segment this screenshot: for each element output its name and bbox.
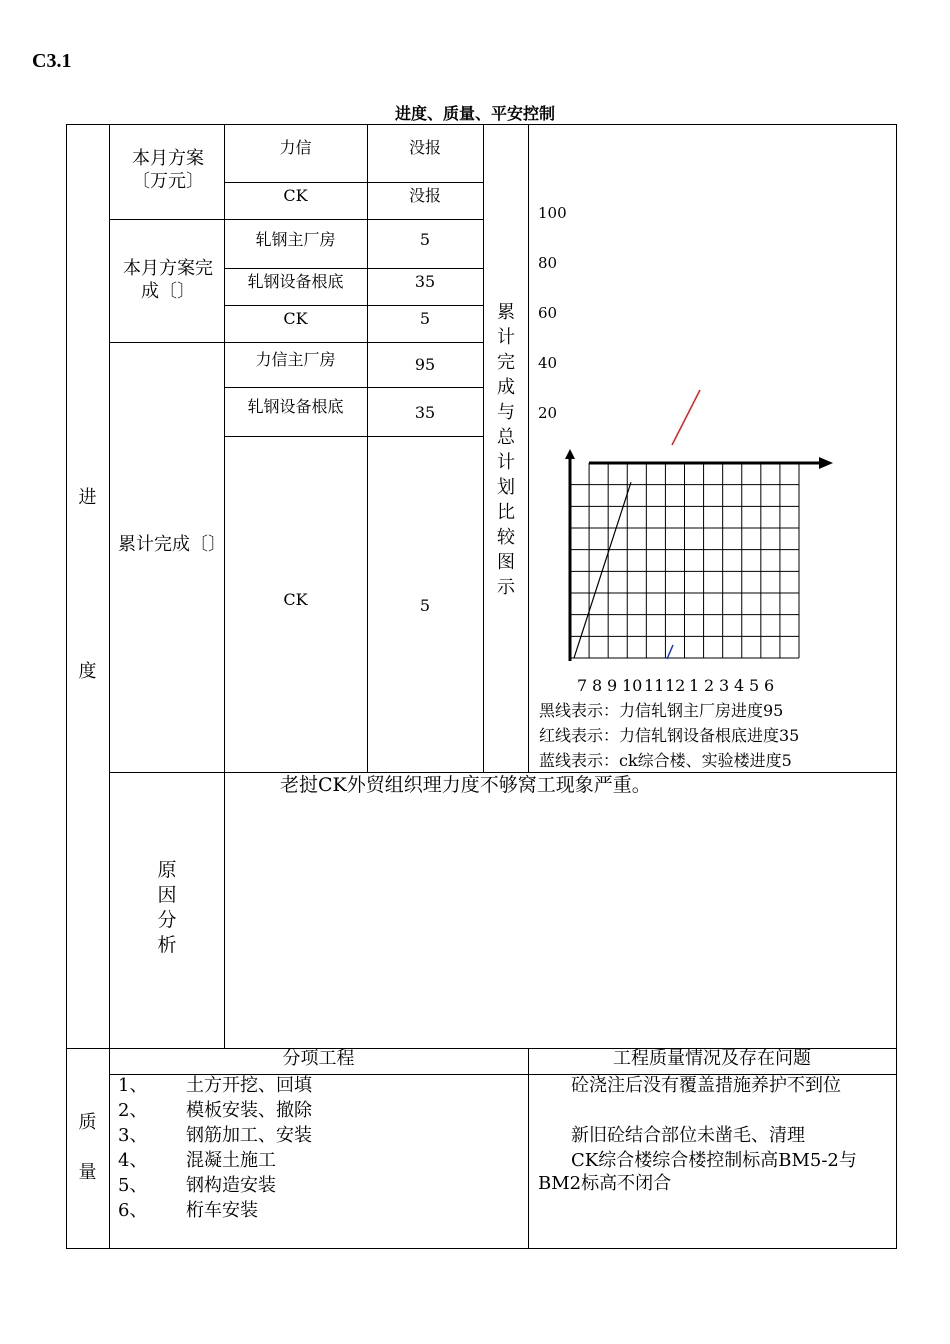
series-line-black xyxy=(574,482,631,658)
quality-side-label-bottom: 量 xyxy=(78,1162,97,1183)
y-tick-label: 20 xyxy=(538,404,558,422)
x-tick-label: 3 xyxy=(719,676,730,695)
quality-item xyxy=(118,1175,276,1198)
monthly-done-value-3: 5 xyxy=(419,309,431,328)
quality-item xyxy=(118,1200,258,1223)
quality-item-text: 桁车安装 xyxy=(186,1200,258,1221)
quality-item-text: 土方开挖、回填 xyxy=(186,1075,312,1096)
document-title: 进度、质量、平安控制 xyxy=(394,104,555,123)
x-tick-label: 4 xyxy=(734,676,745,695)
document-code: C3.1 xyxy=(32,50,72,72)
monthly-plan-name-2: CK xyxy=(283,186,308,205)
quality-item xyxy=(118,1150,276,1173)
quality-item-text: 混凝土施工 xyxy=(186,1150,276,1171)
quality-item-number: 4、 xyxy=(118,1150,148,1171)
legend-entry: 黑线表示：力信轧钢主厂房进度95 xyxy=(539,701,784,720)
legend-entry: 红线表示：力信轧钢设备根底进度35 xyxy=(539,726,800,745)
monthly-plan-label: 本月方案〔万元〕 xyxy=(132,148,204,192)
monthly-plan-name-1: 力信 xyxy=(279,138,312,157)
quality-issue-2: 新旧砼结合部位未凿毛、清理 xyxy=(571,1125,805,1146)
quality-item xyxy=(118,1075,312,1098)
series-line-blue xyxy=(667,645,673,659)
monthly-done-name-2: 轧钢设备根底 xyxy=(247,272,344,291)
quality-item xyxy=(118,1100,312,1123)
x-tick-label: 5 xyxy=(749,676,760,695)
cumulative-value-1: 95 xyxy=(414,355,436,374)
monthly-done-value-1: 5 xyxy=(419,230,431,249)
quality-item-number: 1、 xyxy=(118,1075,148,1096)
cumulative-value-3: 5 xyxy=(419,596,431,615)
cumulative-value-2: 35 xyxy=(414,403,436,422)
progress-side-label-bottom: 度 xyxy=(78,661,97,682)
cumulative-name-3: CK xyxy=(283,590,308,609)
quality-col2-header: 工程质量情况及存在问题 xyxy=(613,1048,811,1069)
monthly-done-label: 本月方案完成〔〕 xyxy=(123,258,213,302)
x-tick-label: 8 xyxy=(592,676,603,695)
x-tick-label: 1 xyxy=(689,676,700,695)
x-tick-label: 2 xyxy=(704,676,715,695)
x-tick-label: 7 xyxy=(577,676,588,695)
monthly-done-name-1: 轧钢主厂房 xyxy=(255,230,336,249)
series-line-red xyxy=(672,390,700,445)
y-axis-arrow xyxy=(565,449,575,459)
cause-label: 原因分析 xyxy=(157,859,177,956)
progress-side-label-top: 进 xyxy=(78,487,97,508)
x-tick-label: 12 xyxy=(665,676,686,695)
x-axis-arrow xyxy=(819,457,833,469)
quality-item-number: 3、 xyxy=(118,1125,148,1146)
cause-text: 老挝CK外贸组织理力度不够窝工现象严重。 xyxy=(280,774,651,796)
quality-item-number: 6、 xyxy=(118,1200,148,1221)
x-tick-label: 6 xyxy=(764,676,775,695)
x-tick-label: 10 xyxy=(622,676,643,695)
legend-entry: 蓝线表示：ck综合楼、实验楼进度5 xyxy=(539,751,792,770)
x-tick-label: 9 xyxy=(607,676,618,695)
quality-side-label-top: 质 xyxy=(78,1112,97,1133)
cumulative-name-2: 轧钢设备根底 xyxy=(247,397,344,416)
progress-chart xyxy=(529,125,895,771)
quality-item-text: 模板安装、撤除 xyxy=(186,1100,312,1121)
quality-issue-3: CK综合楼综合楼控制标高BM5-2与BM2标高不闭合 xyxy=(538,1150,857,1194)
quality-item-number: 2、 xyxy=(118,1100,148,1121)
y-tick-label: 60 xyxy=(538,304,558,322)
y-tick-label: 80 xyxy=(538,254,558,272)
cumulative-name-1: 力信主厂房 xyxy=(255,350,336,369)
quality-item-number: 5、 xyxy=(118,1175,148,1196)
monthly-done-name-3: CK xyxy=(283,309,308,328)
quality-col1-header: 分项工程 xyxy=(282,1048,355,1069)
monthly-plan-value-1: 没报 xyxy=(408,138,441,157)
x-tick-label: 11 xyxy=(644,676,665,695)
quality-issue-1: 砼浇注后没有覆盖措施养护不到位 xyxy=(571,1075,841,1096)
quality-item-text: 钢筋加工、安装 xyxy=(186,1125,312,1146)
monthly-plan-value-2: 没报 xyxy=(408,186,441,205)
quality-item-text: 钢构造安装 xyxy=(186,1175,276,1196)
y-tick-label: 100 xyxy=(538,204,567,222)
quality-item xyxy=(118,1125,312,1148)
cumulative-label: 累计完成〔〕 xyxy=(118,534,226,555)
chart-header: 累计完成与总计划比较图示 xyxy=(497,302,515,598)
y-tick-label: 40 xyxy=(538,354,558,372)
monthly-done-value-2: 35 xyxy=(414,272,436,291)
